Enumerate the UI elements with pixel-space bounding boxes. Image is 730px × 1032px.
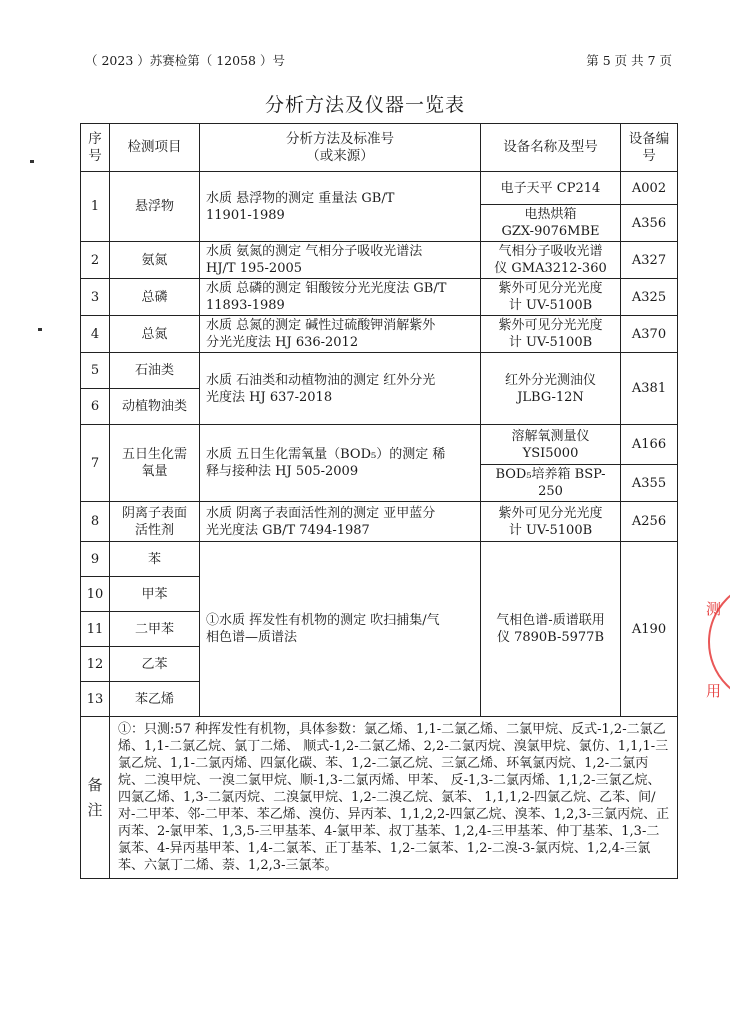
row-code: A190 xyxy=(621,542,678,717)
header-equipment: 设备名称及型号 xyxy=(481,124,621,172)
row-item: 苯 xyxy=(110,542,200,577)
row-item: 乙苯 xyxy=(110,647,200,682)
row-code: A166 xyxy=(621,425,678,465)
stamp-char: 用 xyxy=(706,682,722,700)
row-method: ①水质 挥发性有机物的测定 吹扫捕集/气 相色谱—质谱法 xyxy=(200,542,481,717)
page-title: 分析方法及仪器一览表 xyxy=(264,94,465,116)
row-item: 石油类 xyxy=(110,353,200,389)
row-item: 悬浮物 xyxy=(110,172,200,242)
notes-row xyxy=(81,717,678,879)
row-item: 氨氮 xyxy=(110,242,200,279)
row-method: 水质 石油类和动植物油的测定 红外分光 光度法 HJ 637-2018 xyxy=(200,353,481,425)
row-equipment: BOD₅培养箱 BSP-250 xyxy=(481,465,621,502)
row-code: A256 xyxy=(621,502,678,542)
row-no: 3 xyxy=(81,279,110,316)
row-equipment: 溶解氧测量仪 YSI5000 xyxy=(481,425,621,465)
row-equipment: 红外分光测油仪 JLBG-12N xyxy=(481,353,621,425)
notes-text: ①：只测:57 种挥发性有机物，具体参数：氯乙烯、1,1-二氯乙烯、二氯甲烷、反式-1,2-二氯乙烯、1,1-二氯乙烷、氯丁二烯、 顺式-1,2-二氯乙烯、2,2-二氯丙烷、溴氯甲烷、氯仿、1,1,1-三氯乙烷、1,1-二氯丙烯、四氯化碳、苯、1,2-二氯乙烷、三氯乙烯、环氧氯丙烷、1,2-二氯丙烷、二溴甲烷、一溴二氯甲烷、顺-1,3-二氯丙烯、甲苯、 反-1,3-二氯丙烯、1,1,2-三氯乙烷、四氯乙烯、1,3-二氯丙烷、二溴氯甲烷、1,2-二溴乙烷、氯苯、 1,1,1,2-四氯乙烷、乙苯、间/对-二甲苯、邻-二甲苯、苯乙烯、溴仿、异丙苯、1,1,2,2-四氯乙烷、溴苯、1,2,3-三氯丙烷、正丙苯、2-氯甲苯、1,3,5-三甲基苯、4-氯甲苯、叔丁基苯、1,2,4-三甲基苯、仲丁基苯、1,3-二氯苯、4-异丙基甲苯、1,4-二氯苯、正丁基苯、1,2-二氯苯、1,2-二溴-3-氯丙烷、1,2,4-三氯苯、六氯丁二烯、萘、1,2,3-三氯苯。 xyxy=(110,717,678,879)
row-method: 水质 氨氮的测定 气相分子吸收光谱法 HJ/T 195-2005 xyxy=(200,242,481,279)
methods-instruments-table xyxy=(80,123,678,879)
row-equipment: 紫外可见分光光度 计 UV-5100B xyxy=(481,279,621,316)
row-equipment: 电热烘箱 GZX-9076MBE xyxy=(481,205,621,242)
row-item: 五日生化需 氧量 xyxy=(110,425,200,502)
header-code: 设备编 号 xyxy=(621,124,678,172)
header-no: 序 号 xyxy=(81,124,110,172)
header-item: 检测项目 xyxy=(110,124,200,172)
row-no: 7 xyxy=(81,425,110,502)
report-number: （ 2023 ）苏赛检第（ 12058 ）号 xyxy=(85,53,285,68)
table-row xyxy=(81,242,678,279)
row-no: 4 xyxy=(81,316,110,353)
row-method: 水质 总磷的测定 钼酸铵分光光度法 GB/T 11893-1989 xyxy=(200,279,481,316)
row-item: 苯乙烯 xyxy=(110,682,200,717)
notes-label: 备 注 xyxy=(81,717,110,879)
row-no: 9 xyxy=(81,542,110,577)
row-method: 水质 总氮的测定 碱性过硫酸钾消解紫外 分光光度法 HJ 636-2012 xyxy=(200,316,481,353)
table-row xyxy=(81,353,678,389)
table-row xyxy=(81,425,678,465)
row-equipment: 气相色谱-质谱联用 仪 7890B-5977B xyxy=(481,542,621,717)
row-item: 甲苯 xyxy=(110,577,200,612)
row-no: 2 xyxy=(81,242,110,279)
row-item: 阴离子表面 活性剂 xyxy=(110,502,200,542)
stamp-char: 测 xyxy=(706,600,722,618)
row-code: A370 xyxy=(621,316,678,353)
table-header-row xyxy=(81,124,678,172)
row-item: 二甲苯 xyxy=(110,612,200,647)
scan-mark xyxy=(38,328,42,331)
row-no: 5 xyxy=(81,353,110,389)
header-method: 分析方法及标准号 （或来源） xyxy=(200,124,481,172)
row-no: 8 xyxy=(81,502,110,542)
row-equipment: 紫外可见分光光度 计 UV-5100B xyxy=(481,502,621,542)
row-code: A002 xyxy=(621,172,678,205)
official-stamp xyxy=(702,560,730,730)
row-code: A327 xyxy=(621,242,678,279)
table-row xyxy=(81,542,678,577)
row-no: 1 xyxy=(81,172,110,242)
table-row xyxy=(81,316,678,353)
row-no: 13 xyxy=(81,682,110,717)
page-info: 第 5 页 共 7 页 xyxy=(586,53,672,68)
row-no: 12 xyxy=(81,647,110,682)
row-method: 水质 五日生化需氧量（BOD₅）的测定 稀 释与接种法 HJ 505-2009 xyxy=(200,425,481,502)
table-row xyxy=(81,502,678,542)
scan-mark xyxy=(30,160,34,163)
row-method: 水质 阴离子表面活性剂的测定 亚甲蓝分 光光度法 GB/T 7494-1987 xyxy=(200,502,481,542)
row-item: 总磷 xyxy=(110,279,200,316)
row-equipment: 电子天平 CP214 xyxy=(481,172,621,205)
row-no: 11 xyxy=(81,612,110,647)
row-method: 水质 悬浮物的测定 重量法 GB/T 11901-1989 xyxy=(200,172,481,242)
row-no: 10 xyxy=(81,577,110,612)
row-item: 总氮 xyxy=(110,316,200,353)
row-equipment: 紫外可见分光光度 计 UV-5100B xyxy=(481,316,621,353)
table-row xyxy=(81,172,678,205)
row-code: A355 xyxy=(621,465,678,502)
table-row xyxy=(81,279,678,316)
row-code: A325 xyxy=(621,279,678,316)
row-no: 6 xyxy=(81,389,110,425)
row-equipment: 气相分子吸收光谱 仪 GMA3212-360 xyxy=(481,242,621,279)
row-item: 动植物油类 xyxy=(110,389,200,425)
row-code: A381 xyxy=(621,353,678,425)
row-code: A356 xyxy=(621,205,678,242)
